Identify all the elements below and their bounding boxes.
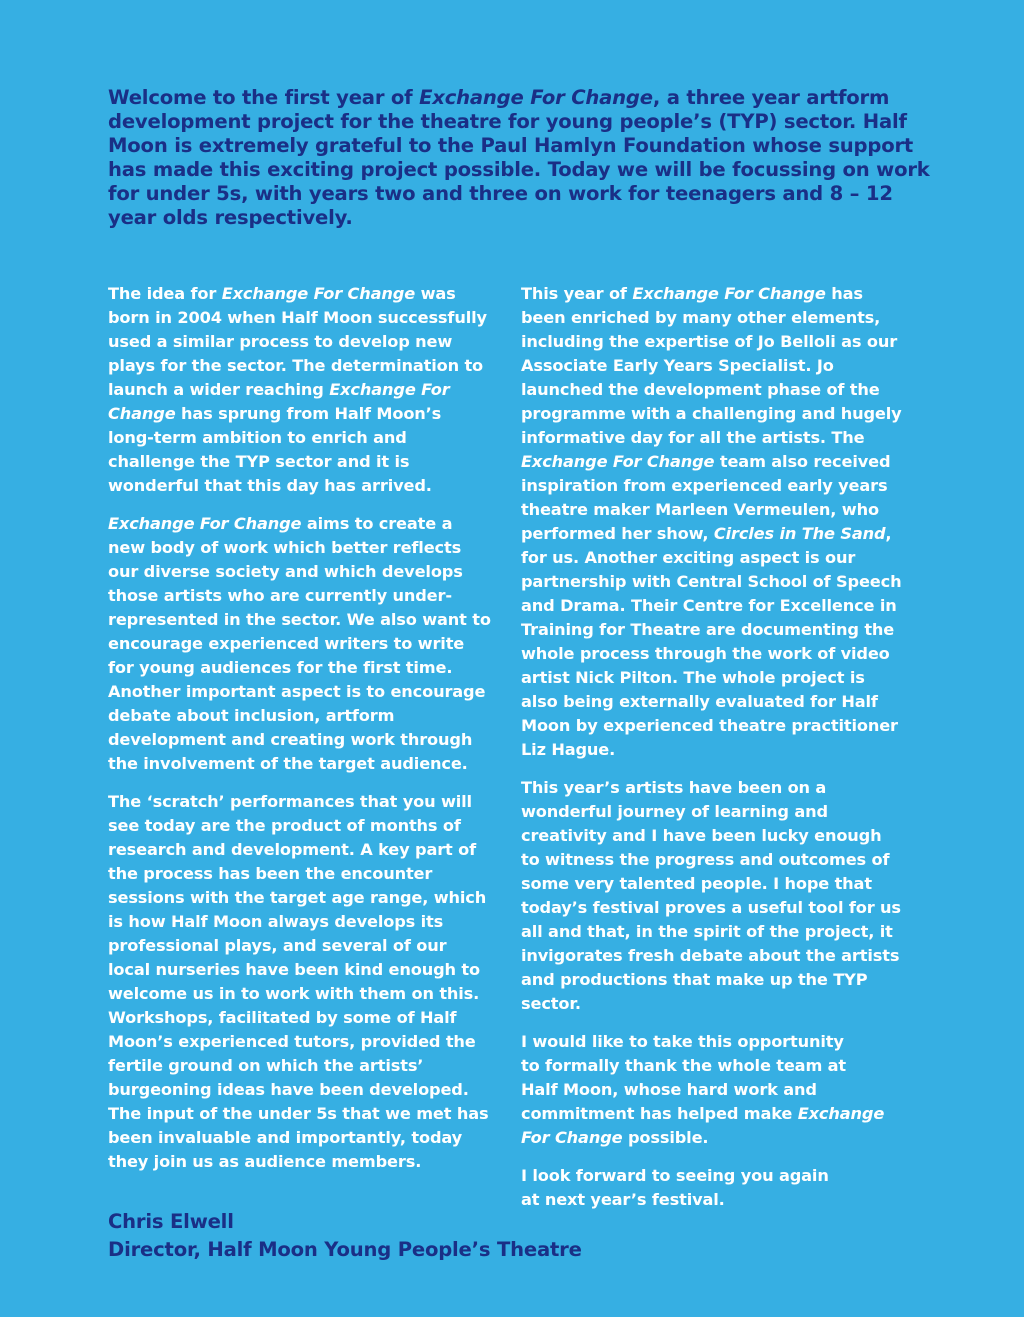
right-paragraph-2: This year’s artists have been on a wonderful journey of learning and creativity and I have been lucky enough to witness the progress and outcomes of some very talented people. I hope that today’s festival proves a useful tool for us all and that, in the spirit of the project, it invigorates fresh debate about the artists and productions that make up the TYP sector.: [521, 778, 901, 1013]
left-paragraph-3: The ‘scratch’ performances that you will see today are the product of months of research and development. A key part of the process has been the encounter sessions with the target age range, which is how Half Moon always develops its professional plays, and several of our local nurseries have been kind enough to welcome us in to work with them on this. Workshops, facilitated by some of Half Moon’s experienced tutors, provided the fertile ground on which the artists’ burgeoning ideas have been developed. The input of the under 5s that we met has been invaluable and importantly, today they join us as audience members.: [108, 792, 489, 1171]
right-paragraph-1: [521, 282, 905, 762]
text-line: I look forward to seeing you again: [521, 1166, 829, 1185]
project-title: Exchange For Change: [521, 452, 715, 471]
text: team also received inspiration from experienced early years theatre maker Marleen Vermeulen, who performed her show,: [521, 452, 891, 543]
text: has sprung from Half Moon’s long-term ambition to enrich and challenge the TYP sector and it is wonderful that this day has arrived.: [108, 404, 442, 495]
project-title: Exchange For Change: [221, 284, 416, 303]
intro-text: Welcome to the first year of: [108, 86, 420, 109]
intro-paragraph: [108, 86, 930, 230]
left-paragraph-1: [108, 282, 492, 498]
project-title: Exchange For Change: [108, 514, 302, 533]
text: possible.: [622, 1128, 709, 1147]
intro-line-2: development project for the theatre for young people’s (TYP) sector. Half: [108, 110, 907, 133]
text: The idea for: [108, 284, 222, 303]
left-paragraph-2: [108, 512, 492, 776]
left-column: [108, 282, 492, 1188]
intro-line-4: has made this exciting project possible. Today we will be focussing on work: [108, 158, 930, 181]
project-title: For Change: [521, 1128, 623, 1147]
right-paragraph-3: [521, 1030, 905, 1150]
project-title: Exchange For Change: [632, 284, 826, 303]
signature-block: [108, 1208, 582, 1264]
text: , for us. Another exciting aspect is our partnership with Central School of Speech and Drama. Their Centre for Excellence in Training for Theatre are documenting the whole process through the work of video artist Nick Pilton. The whole project is also being externally evaluated for Half Moon by experienced theatre practitioner Liz Hague.: [521, 524, 902, 759]
intro-title-italic: Exchange For Change: [419, 86, 653, 109]
right-column: [521, 282, 905, 1226]
text-line: I would like to take this opportunity: [521, 1032, 844, 1051]
text-line: [521, 1126, 905, 1150]
text: was born in 2004 when Half Moon successfully used a similar process to develop new plays for the sector. The determination to launch a wider reaching: [108, 284, 487, 399]
project-title: Exchange: [797, 1104, 885, 1123]
right-paragraph-4: [521, 1164, 905, 1212]
show-title: Circles in The Sand: [713, 524, 886, 543]
text: aims to create a new body of work which better reflects our diverse society and which develops those artists who are currently under-represented in the sector. We also want to encourage experienced writers to write for young audiences for the first time. Another important aspect is to encourage debate about inclusion, artform development and creating work through the involvement of the target audience.: [108, 514, 491, 773]
intro-line-6: year olds respectively.: [108, 206, 353, 229]
text-line: to formally thank the whole team at: [521, 1056, 847, 1075]
intro-line-5: for under 5s, with years two and three on work for teenagers and 8 – 12: [108, 182, 893, 205]
intro-line-1: [108, 86, 908, 110]
text-line: Half Moon, whose hard work and: [521, 1080, 817, 1099]
text: This year of: [521, 284, 633, 303]
intro-text: , a three year artform: [652, 86, 890, 109]
project-title: Exchange For Change: [108, 380, 450, 423]
text: has been enriched by many other elements, including the expertise of Jo Belloli as our Associate Early Years Specialist. Jo launched the development phase of the programme with a challenging and hugely informative day for all the artists. The: [521, 284, 902, 447]
intro-line-3: Moon is extremely grateful to the Paul Hamlyn Foundation whose support: [108, 134, 914, 157]
text: commitment has helped make: [521, 1104, 798, 1123]
text-line: at next year’s festival.: [521, 1190, 725, 1209]
text-line: [521, 1102, 905, 1126]
signature-role: Director, Half Moon Young People’s Theatre: [108, 1238, 582, 1261]
signature-name: Chris Elwell: [108, 1210, 234, 1233]
